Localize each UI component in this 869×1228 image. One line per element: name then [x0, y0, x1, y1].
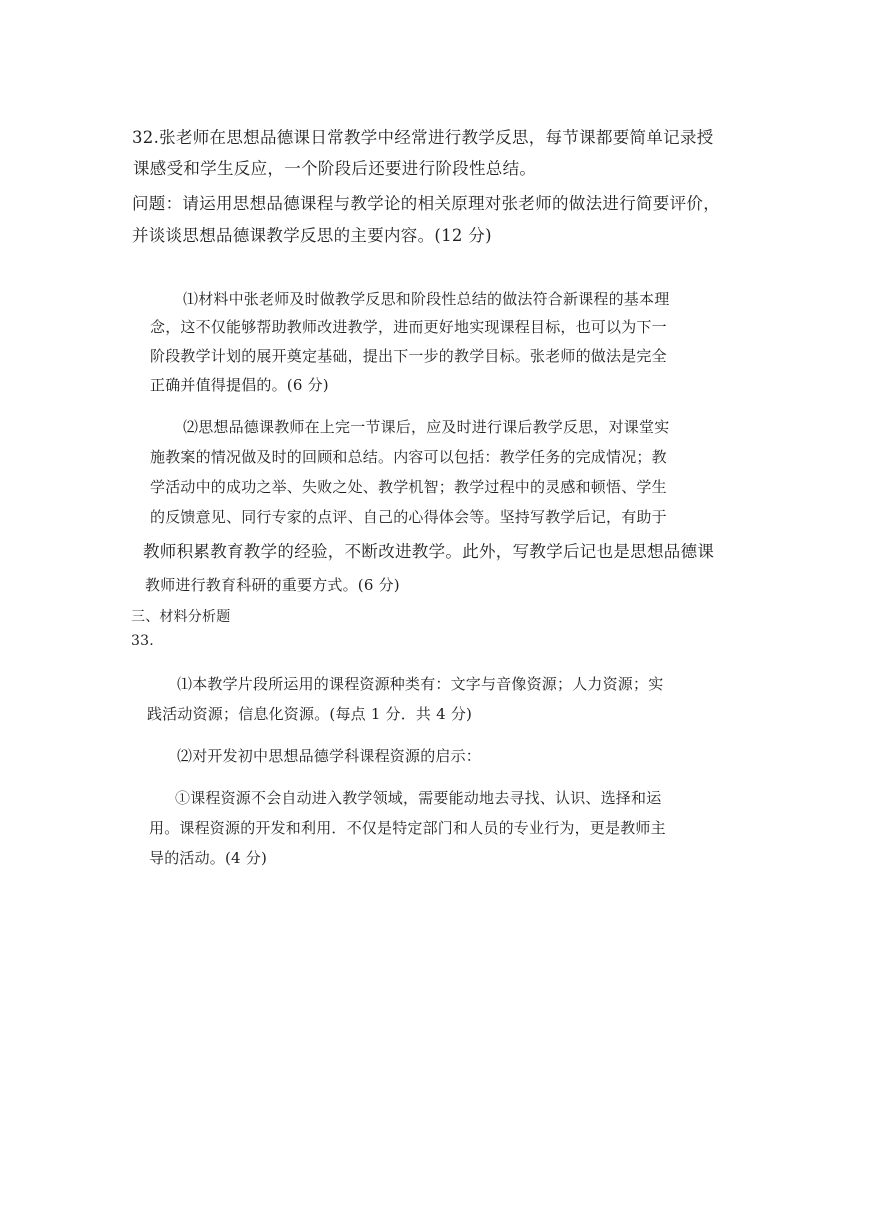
question-32-line-2: 课感受和学生反应，一个阶段后还要进行阶段性总结。 [133, 159, 537, 178]
answer-32-p2-line-6: 教师进行教育科研的重要方式。(6 分) [145, 576, 400, 594]
answer-32-p1-line-2: 念，这不仅能够帮助教师改进教学，进而更好地实现课程目标，也可以为下一 [150, 318, 667, 336]
question-32-line-1: 32.张老师在思想品德课日常教学中经常进行教学反思，每节课都要简单记录授 [132, 128, 714, 147]
answer-33-p1-line-1: ⑴本教学片段所运用的课程资源种类有：文字与音像资源；人力资源；实 [177, 675, 664, 693]
answer-33-p3-line-3: 导的活动。(4 分) [149, 849, 268, 867]
answer-32-p2-line-2: 施教案的情况做及时的回顾和总结。内容可以包括：教学任务的完成情况；教 [150, 448, 667, 466]
answer-32-p1-line-3: 阶段教学计划的展开奠定基础，提出下一步的教学目标。张老师的做法是完全 [150, 347, 667, 365]
answer-33-p3-line-1: ①课程资源不会自动进入教学领域，需要能动地去寻找、认识、选择和运 [175, 789, 662, 807]
answer-32-p1-line-4: 正确并值得提倡的。(6 分) [150, 376, 329, 394]
answer-33-p3-line-2: 用。课程资源的开发和利用．不仅是特定部门和人员的专业行为，更是教师主 [149, 819, 666, 837]
question-32-prompt-line-1: 问题：请运用思想品德课程与教学论的相关原理对张老师的做法进行简要评价， [132, 194, 720, 213]
answer-33-p2-line-1: ⑵对开发初中思想品德学科课程资源的启示： [177, 747, 482, 765]
question-33-number: 33. [131, 633, 154, 649]
answer-32-p2-line-4: 的反馈意见、同行专家的点评、自己的心得体会等。坚持写教学后记，有助于 [150, 508, 667, 526]
answer-33-p1-line-2: 践活动资源；信息化资源。(每点 1 分．共 4 分) [147, 705, 473, 723]
question-32-prompt-line-2: 并谈谈思想品德课教学反思的主要内容。(12 分) [132, 226, 492, 245]
answer-32-p2-line-5: 教师积累教育教学的经验，不断改进教学。此外，写教学后记也是思想品德课 [143, 542, 715, 561]
answer-32-p2-line-3: 学活动中的成功之举、失败之处、教学机智；教学过程中的灵感和顿悟、学生 [150, 478, 667, 496]
section-heading: 三、材料分析题 [131, 609, 231, 625]
answer-32-p2-line-1: ⑵思想品德课教师在上完一节课后，应及时进行课后教学反思，对课堂实 [183, 418, 670, 436]
answer-32-p1-line-1: ⑴材料中张老师及时做教学反思和阶段性总结的做法符合新课程的基本理 [183, 290, 670, 308]
